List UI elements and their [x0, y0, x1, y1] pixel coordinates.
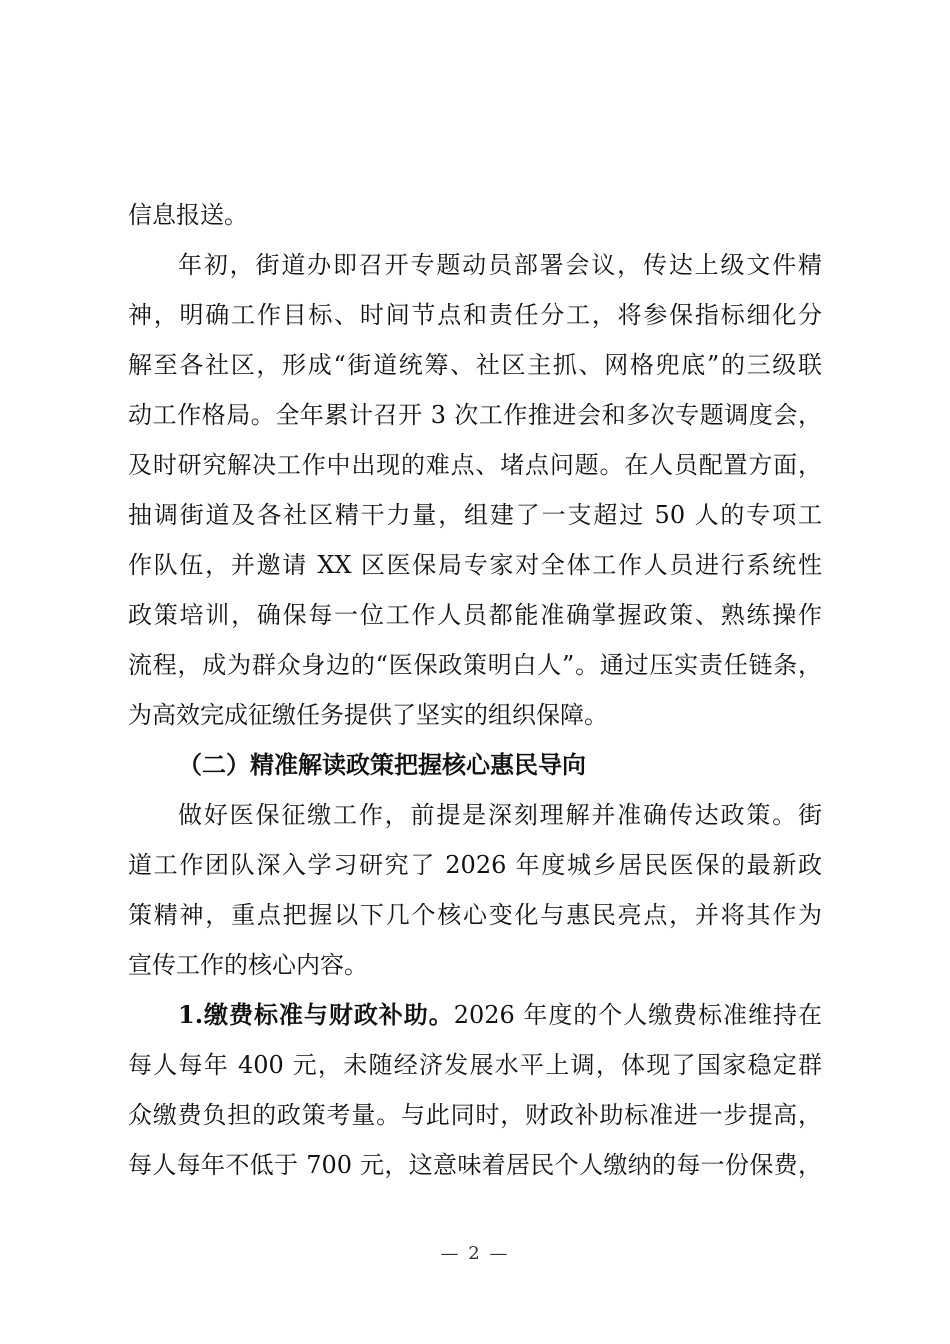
line-text: 神，明确工作目标、时间节点和责任分工，将参保指标细化分 [128, 301, 822, 329]
text-line [128, 490, 822, 540]
line-text: （二）精准解读政策把握核心惠民导向 [178, 750, 586, 779]
text-line [128, 840, 822, 890]
text-line [128, 590, 822, 640]
text-line [128, 890, 822, 940]
text-line [128, 190, 822, 240]
line-text: 流程，成为群众身边的“医保政策明白人”。通过压实责任链条， [128, 651, 822, 679]
line-text: 做好医保征缴工作，前提是深刻理解并准确传达政策。街 [178, 801, 822, 829]
line-text: 每人每年 400 元，未随经济发展水平上调，体现了国家稳定群 [128, 1051, 822, 1079]
page-number: — 2 — [440, 1243, 510, 1264]
bold-lead: 1.缴费标准与财政补助。 [178, 1000, 454, 1029]
line-text: 政策培训，确保每一位工作人员都能准确掌握政策、熟练操作 [128, 601, 822, 629]
line-text: 众缴费负担的政策考量。与此同时，财政补助标准进一步提高， [128, 1101, 822, 1129]
text-line [128, 540, 822, 590]
line-text: 年初，街道办即召开专题动员部署会议，传达上级文件精 [178, 251, 822, 279]
line-text: 动工作格局。全年累计召开 3 次工作推进会和多次专题调度会， [128, 401, 822, 429]
text-line [128, 1090, 822, 1140]
text-line [128, 940, 822, 990]
line-text: 解至各社区，形成“街道统筹、社区主抓、网格兜底”的三级联 [128, 351, 822, 379]
line-text: 及时研究解决工作中出现的难点、堵点问题。在人员配置方面， [128, 451, 822, 479]
line-text: 2026 年度的个人缴费标准维持在 [453, 1001, 822, 1029]
text-line [128, 640, 822, 690]
text-line [128, 690, 822, 740]
line-text: 抽调街道及各社区精干力量，组建了一支超过 50 人的专项工 [128, 501, 822, 529]
line-text: 为高效完成征缴任务提供了坚实的组织保障。 [128, 701, 608, 729]
line-text: 每人每年不低于 700 元，这意味着居民个人缴纳的每一份保费， [128, 1151, 822, 1179]
text-line [128, 1040, 822, 1090]
text-line [128, 1140, 822, 1190]
document-body [128, 190, 822, 1190]
line-text: 信息报送。 [128, 201, 248, 229]
line-text: 宣传工作的核心内容。 [128, 951, 368, 979]
text-line [128, 440, 822, 490]
text-line [128, 390, 822, 440]
text-line [128, 990, 822, 1040]
line-text: 作队伍，并邀请 XX 区医保局专家对全体工作人员进行系统性 [128, 551, 822, 579]
text-line [128, 790, 822, 840]
text-line [128, 340, 822, 390]
text-line [128, 290, 822, 340]
line-text: 策精神，重点把握以下几个核心变化与惠民亮点，并将其作为 [128, 901, 822, 929]
text-line [128, 240, 822, 290]
section-heading [128, 740, 822, 790]
line-text: 道工作团队深入学习研究了 2026 年度城乡居民医保的最新政 [128, 851, 822, 879]
